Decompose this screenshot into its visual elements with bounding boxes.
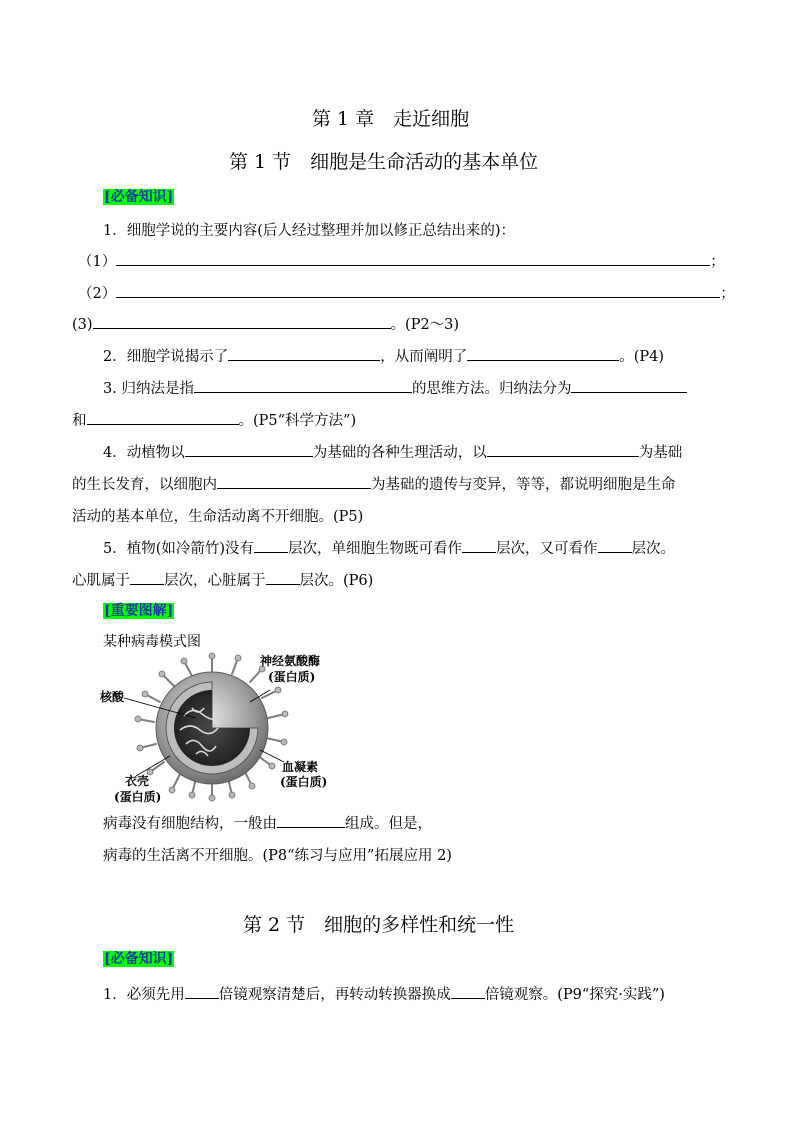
- question-2: [103, 345, 664, 366]
- q4-text-d: 的生长发育，以细胞内: [72, 477, 217, 493]
- figure-caption: 某种病毒模式图: [103, 634, 201, 650]
- q5-text-a: 5．植物(如冷箭竹)没有: [103, 541, 255, 557]
- question-1-item-2: [78, 282, 735, 303]
- answer-blank[interactable]: [467, 345, 619, 361]
- q3-text-c: 和: [72, 413, 87, 429]
- question-3-line-1: [103, 377, 687, 398]
- section-2-question-1: [103, 983, 665, 1004]
- answer-blank[interactable]: [87, 409, 239, 425]
- q5-text-f: 层次，心脏属于: [164, 573, 266, 589]
- q5-text-e: 心肌属于: [72, 573, 130, 589]
- answer-blank[interactable]: [598, 537, 632, 553]
- answer-blank[interactable]: [217, 473, 371, 489]
- question-5-line-1: [103, 537, 675, 558]
- item-3-prefix: (3): [72, 317, 93, 333]
- answer-blank[interactable]: [277, 812, 345, 828]
- q5-text-b: 层次，单细胞生物既可看作: [288, 541, 463, 557]
- q3-text-a: 3. 归纳法是指: [103, 381, 194, 397]
- answer-blank[interactable]: [254, 537, 288, 553]
- q5-text-d: 层次。: [631, 541, 676, 557]
- item-3-end: 。(P2～3): [390, 317, 460, 333]
- label-nucleic-acid: 核酸: [100, 690, 125, 704]
- s2q1-text-c: 倍镜观察。(P9“探究·实践”): [484, 987, 665, 1003]
- virus-text-a: 病毒没有细胞结构，一般由: [103, 816, 277, 832]
- answer-blank[interactable]: [266, 569, 300, 585]
- answer-blank[interactable]: [185, 441, 313, 457]
- virus-diagram: [100, 652, 340, 804]
- item-1-prefix: （1）: [78, 254, 117, 270]
- virus-statement-line-1: [103, 812, 432, 833]
- answer-blank[interactable]: [116, 282, 720, 298]
- q5-text-g: 层次。(P6): [299, 573, 374, 589]
- answer-blank[interactable]: [185, 983, 219, 999]
- q2-text-b: ，从而阐明了: [380, 349, 468, 365]
- required-knowledge-tag: [必备知识]: [104, 189, 174, 205]
- answer-blank[interactable]: [228, 345, 380, 361]
- virus-statement-line-2: 病毒的生活离不开细胞。(P8“练习与应用”拓展应用 2): [103, 848, 452, 864]
- s2q1-text-b: 倍镜观察清楚后，再转动转换器换成: [218, 987, 451, 1003]
- s2q1-text-a: 1．必须先用: [103, 987, 185, 1003]
- answer-blank[interactable]: [116, 250, 710, 266]
- question-4-line-3: 活动的基本单位，生命活动离不开细胞。(P5): [72, 509, 364, 525]
- question-4-line-1: [103, 441, 682, 462]
- q3-text-b: 的思维方法。归纳法分为: [411, 381, 572, 397]
- q2-text-c: 。(P4): [619, 349, 665, 365]
- label-hemagglutinin-sub: (蛋白质): [280, 775, 328, 789]
- q4-text-b: 为基础的各种生理活动，以: [312, 445, 487, 461]
- answer-blank[interactable]: [194, 377, 412, 393]
- answer-blank[interactable]: [571, 377, 687, 393]
- answer-blank[interactable]: [130, 569, 164, 585]
- virus-text-b: 组成。但是，: [345, 816, 432, 832]
- q2-text-a: 2．细胞学说揭示了: [103, 349, 229, 365]
- item-2-prefix: （2）: [78, 286, 117, 302]
- q5-text-c: 层次，又可看作: [496, 541, 598, 557]
- q4-text-e: 为基础的遗传与变异，等等，都说明细胞是生命: [371, 477, 676, 493]
- item-1-end: ；: [710, 254, 725, 270]
- required-knowledge-tag-2: [必备知识]: [104, 951, 174, 967]
- section-1-title: 第 1 节 细胞是生命活动的基本单位: [229, 151, 539, 173]
- question-1-text: 1．细胞学说的主要内容(后人经过整理并加以修正总结出来的)：: [103, 223, 516, 239]
- question-5-line-2: [72, 569, 373, 590]
- section-2-title: 第 2 节 细胞的多样性和统一性: [243, 914, 515, 936]
- q4-text-c: 为基础: [638, 445, 683, 461]
- answer-blank[interactable]: [487, 441, 639, 457]
- answer-blank[interactable]: [93, 313, 391, 329]
- question-1-item-3: [72, 313, 459, 334]
- question-4-line-2: [72, 473, 676, 494]
- chapter-title: 第 1 章 走近细胞: [312, 108, 470, 130]
- label-neuraminidase: 神经氨酸酶: [260, 654, 321, 668]
- answer-blank[interactable]: [462, 537, 496, 553]
- label-capsid: 衣壳: [125, 774, 150, 788]
- answer-blank[interactable]: [451, 983, 485, 999]
- item-2-end: ；: [720, 286, 735, 302]
- question-3-line-2: [72, 409, 356, 430]
- question-1-item-1: [78, 250, 725, 271]
- key-figure-tag: [重要图解]: [104, 603, 174, 619]
- label-hemagglutinin: 血凝素: [282, 760, 319, 774]
- label-capsid-sub: (蛋白质): [114, 790, 162, 804]
- q3-text-d: 。(P5“科学方法”): [238, 413, 357, 429]
- label-neuraminidase-sub: (蛋白质): [268, 670, 316, 684]
- q4-text-a: 4．动植物以: [103, 445, 185, 461]
